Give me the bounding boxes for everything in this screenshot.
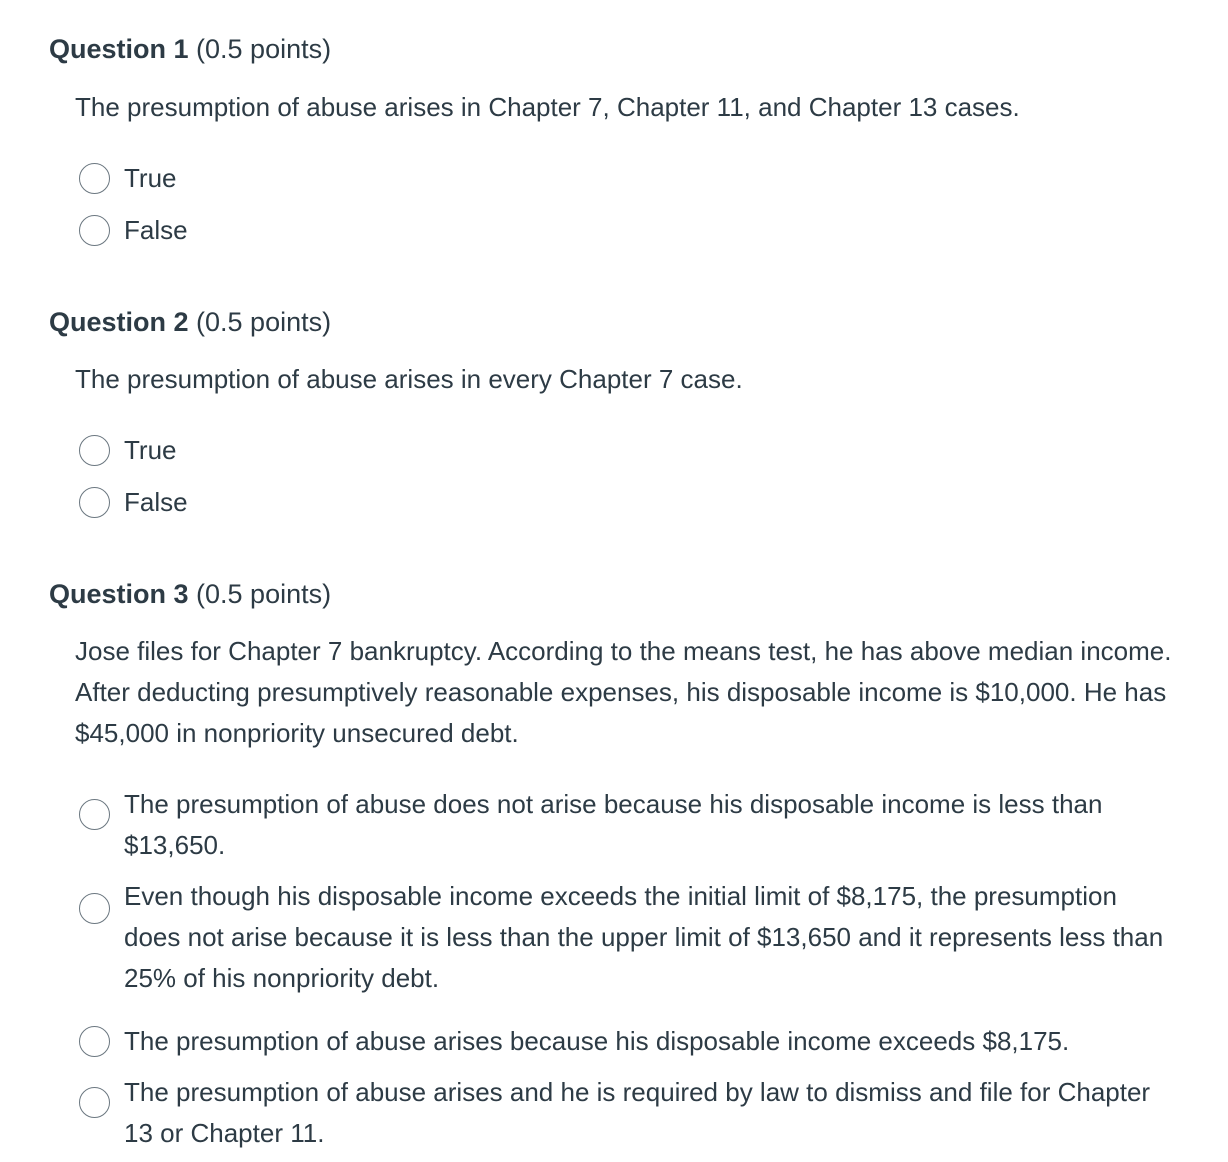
question-1-option-false[interactable]: [79, 215, 1179, 246]
radio-button[interactable]: [79, 799, 110, 830]
question-3-points: (0.5 points): [188, 579, 332, 609]
radio-button[interactable]: [79, 215, 110, 246]
radio-button[interactable]: [79, 487, 110, 518]
question-1-option-true[interactable]: [79, 163, 1179, 194]
question-2-title: Question 2: [49, 307, 189, 337]
option-label: True: [124, 163, 177, 193]
option-label: The presumption of abuse arises and he is required by law to dismiss and file for Chapter 13 or Chapter 11.: [124, 1077, 1151, 1148]
question-3-text: Jose files for Chapter 7 bankruptcy. According to the means test, he has above median income. After deducting presumptively reasonable expenses, his disposable income is $10,000. He has $45,000 in nonpriority unsecured debt.: [75, 636, 1172, 748]
question-3-title: Question 3: [49, 579, 189, 609]
question-2-header: [49, 305, 331, 339]
question-2-text: The presumption of abuse arises in every Chapter 7 case.: [75, 364, 743, 394]
radio-button[interactable]: [79, 435, 110, 466]
question-3-option-d[interactable]: [79, 1072, 1179, 1154]
option-label: False: [124, 215, 188, 245]
question-1-text: The presumption of abuse arises in Chapter 7, Chapter 11, and Chapter 13 cases.: [75, 92, 1020, 122]
question-1-points: (0.5 points): [188, 34, 332, 64]
question-3-option-a[interactable]: [79, 784, 1179, 866]
option-label: True: [124, 435, 177, 465]
question-1-header: [49, 32, 331, 66]
radio-button[interactable]: [79, 1087, 110, 1118]
radio-button[interactable]: [79, 893, 110, 924]
question-3-option-b[interactable]: [79, 876, 1179, 999]
option-label: False: [124, 487, 188, 517]
question-3-option-c[interactable]: [79, 1021, 1179, 1062]
question-3-header: [49, 577, 331, 611]
option-label: The presumption of abuse arises because his disposable income exceeds $8,175.: [124, 1026, 1070, 1056]
question-2-option-true[interactable]: [79, 435, 1179, 466]
option-label: The presumption of abuse does not arise because his disposable income is less than $13,650.: [124, 789, 1103, 860]
question-1-title: Question 1: [49, 34, 189, 64]
radio-button[interactable]: [79, 1026, 110, 1057]
radio-button[interactable]: [79, 163, 110, 194]
option-label: Even though his disposable income exceeds the initial limit of $8,175, the presumption does not arise because it is less than the upper limit of $13,650 and it represents less than 25% of his nonpriority debt.: [124, 881, 1164, 993]
question-2-option-false[interactable]: [79, 487, 1179, 518]
question-2-points: (0.5 points): [188, 307, 332, 337]
